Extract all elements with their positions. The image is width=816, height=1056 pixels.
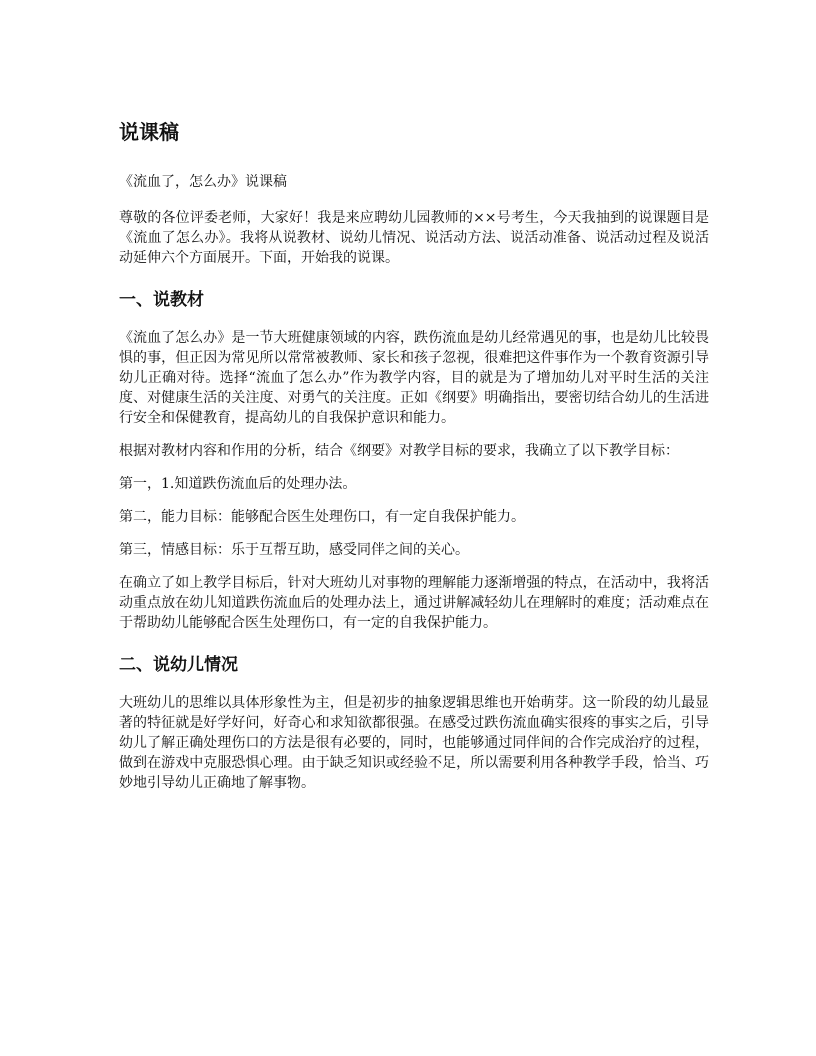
section-heading-children: 二、说幼儿情况	[119, 655, 238, 675]
textbook-paragraph: 根据对教材内容和作用的分析，结合《纲要》对教学目标的要求，我确立了以下教学目标：	[119, 443, 679, 459]
document-subtitle: 《流血了，怎么办》说课稿	[119, 174, 287, 190]
textbook-paragraph: 《流血了怎么办》是一节大班健康领域的内容，跌伤流血是幼儿经常遇见的事，也是幼儿比较畏惧的事，但正因为常见所以常常被教师、家长和孩子忽视，很难把这件事作为一个教育资源引导幼儿正确对待。选择“流血了怎么办”作为教学内容，目的就是为了增加幼儿对平时生活的关注度、对健康生活的关注度、对勇气的关注度。正如《纲要》明确指出，要密切结合幼儿的生活进行安全和保健教育，提高幼儿的自我保护意识和能力。	[119, 330, 709, 426]
section-heading-textbook: 一、说教材	[119, 290, 204, 310]
document-title: 说课稿	[119, 120, 179, 144]
goal-ability-paragraph: 第二，能力目标：能够配合医生处理伤口，有一定自我保护能力。	[119, 509, 525, 525]
goal-emotion-paragraph: 第三，情感目标：乐于互帮互助，感受同伴之间的关心。	[119, 542, 469, 558]
textbook-paragraph: 在确立了如上教学目标后，针对大班幼儿对事物的理解能力逐渐增强的特点，在活动中，我将活动重点放在幼儿知道跌伤流血后的处理办法上，通过讲解减轻幼儿在理解时的难度；活动难点在于帮助幼儿能够配合医生处理伤口，有一定的自我保护能力。	[119, 575, 709, 631]
goal-knowledge-paragraph: 第一，1.知道跌伤流血后的处理办法。	[119, 476, 357, 492]
children-paragraph: 大班幼儿的思维以具体形象性为主，但是初步的抽象逻辑思维也开始萌芽。这一阶段的幼儿最显著的特征就是好学好问，好奇心和求知欲都很强。在感受过跌伤流血确实很疼的事实之后，引导幼儿了解正确处理伤口的方法是很有必要的，同时，也能够通过同伴间的合作完成治疗的过程，做到在游戏中克服恐惧心理。由于缺乏知识或经验不足，所以需要利用各种教学手段，恰当、巧妙地引导幼儿正确地了解事物。	[119, 695, 709, 791]
document-page	[119, 118, 709, 806]
intro-paragraph: 尊敬的各位评委老师，大家好！我是来应聘幼儿园教师的××号考生，今天我抽到的说课题目是《流血了怎么办》。我将从说教材、说幼儿情况、说活动方法、说活动准备、说活动过程及说活动延伸六个方面展开。下面，开始我的说课。	[119, 210, 709, 266]
